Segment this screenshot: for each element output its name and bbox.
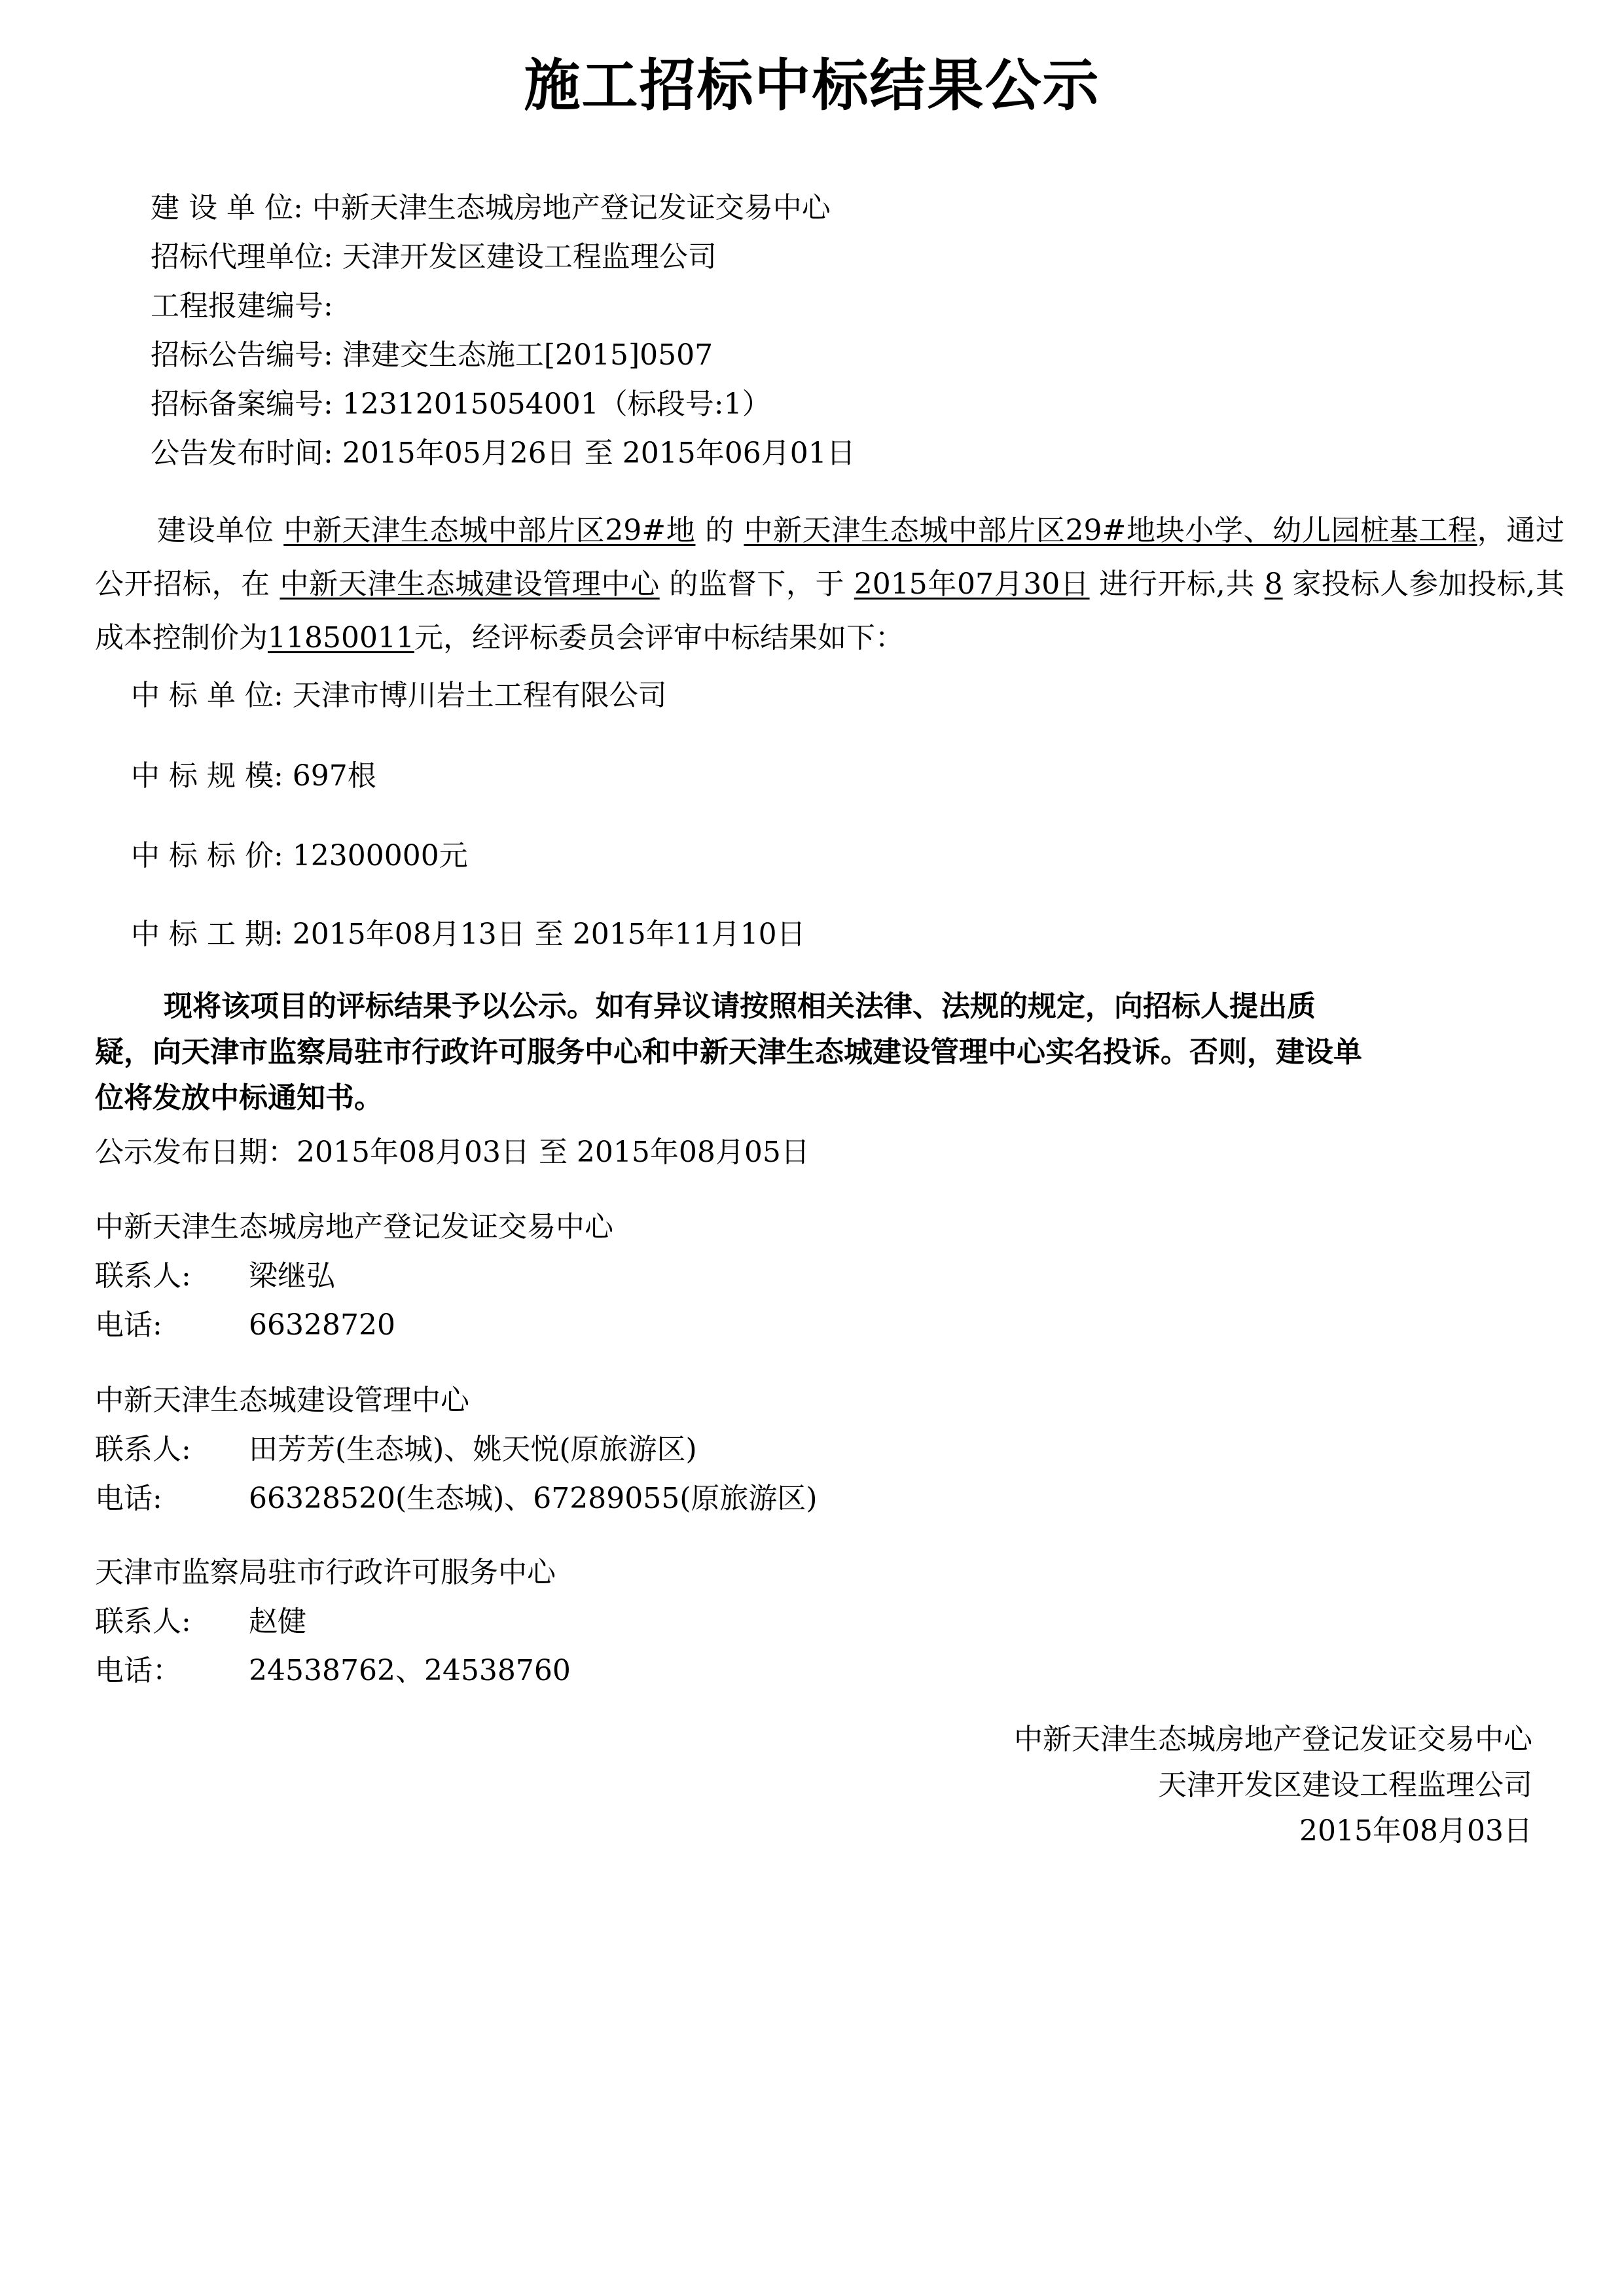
result-scale bbox=[131, 758, 376, 794]
page-title: 施工招标中标结果公示 bbox=[524, 53, 1100, 118]
intro-text-4: 的监督下，于 bbox=[669, 567, 845, 601]
info-publish-time-value: 2015年05月26日 至 2015年06月01日 bbox=[342, 437, 856, 470]
result-period-label: 中 标 工 期: bbox=[131, 918, 283, 951]
contact-2-person-value: 田芳芳(生态城)、姚天悦(原旅游区) bbox=[249, 1433, 697, 1466]
info-agent bbox=[151, 239, 717, 275]
result-period bbox=[131, 916, 806, 952]
contact-2-person-label: 联系人: bbox=[95, 1433, 191, 1466]
intro-text-1: 建设单位 bbox=[157, 514, 274, 547]
result-period-value: 2015年08月13日 至 2015年11月10日 bbox=[292, 918, 806, 951]
contact-1-org: 中新天津生态城房地产登记发证交易中心 bbox=[95, 1210, 613, 1244]
contact-1-phone-label: 电话: bbox=[95, 1308, 162, 1342]
contact-2-org: 中新天津生态城建设管理中心 bbox=[95, 1384, 469, 1417]
result-scale-value: 697根 bbox=[292, 759, 376, 793]
intro-bidder-count: 8 bbox=[1264, 567, 1283, 601]
notice-text-line-2: 疑，向天津市监察局驻市行政许可服务中心和中新天津生态城建设管理中心实名投诉。否则，建设单 bbox=[95, 1035, 1362, 1069]
contact-1-phone-value: 66328720 bbox=[249, 1308, 395, 1342]
result-winner-label: 中 标 单 位: bbox=[131, 679, 283, 712]
contact-3-phone bbox=[95, 1653, 571, 1689]
intro-paragraph bbox=[95, 504, 1564, 665]
info-owner bbox=[151, 190, 831, 226]
signature-org-1: 中新天津生态城房地产登记发证交易中心 bbox=[1014, 1723, 1532, 1756]
contact-1-phone bbox=[95, 1307, 395, 1343]
info-filing-no-value: 12312015054001（标段号:1） bbox=[342, 387, 771, 421]
contact-2-phone-label: 电话: bbox=[95, 1482, 162, 1515]
publicity-date: 公示发布日期：2015年08月03日 至 2015年08月05日 bbox=[95, 1136, 810, 1169]
info-notice-no bbox=[151, 337, 713, 373]
info-filing-no-label: 招标备案编号: bbox=[151, 387, 333, 421]
intro-project: 中新天津生态城中部片区29#地块小学、幼儿园桩基工程 bbox=[744, 514, 1477, 547]
info-notice-no-value: 津建交生态施工[2015]0507 bbox=[342, 338, 713, 372]
result-price-value: 12300000元 bbox=[292, 839, 468, 872]
result-winner bbox=[131, 677, 667, 713]
info-agent-value: 天津开发区建设工程监理公司 bbox=[342, 240, 717, 274]
contact-3-person bbox=[95, 1604, 306, 1640]
contact-1-person-value: 梁继弘 bbox=[249, 1259, 335, 1293]
notice-text-line-3: 位将发放中标通知书。 bbox=[95, 1081, 383, 1115]
contact-3-person-value: 赵健 bbox=[249, 1605, 306, 1638]
info-notice-no-label: 招标公告编号: bbox=[151, 338, 333, 372]
result-price-label: 中 标 标 价: bbox=[131, 839, 283, 872]
contact-3-phone-value: 24538762、24538760 bbox=[249, 1654, 571, 1687]
contact-2-phone-value: 66328520(生态城)、67289055(原旅游区) bbox=[249, 1482, 818, 1515]
intro-supervisor: 中新天津生态城建设管理中心 bbox=[280, 567, 660, 601]
intro-text-2: 的 bbox=[705, 514, 734, 547]
intro-text-7: 元，经评标委员会评审中标结果如下： bbox=[414, 621, 904, 655]
contact-3-phone-label: 电话： bbox=[95, 1654, 181, 1687]
contact-2-person bbox=[95, 1431, 697, 1467]
intro-text-5: 进行开标,共 bbox=[1099, 567, 1255, 601]
info-publish-time-label: 公告发布时间: bbox=[151, 437, 333, 470]
result-winner-value: 天津市博川岩土工程有限公司 bbox=[292, 679, 667, 712]
contact-2-phone bbox=[95, 1480, 818, 1516]
intro-open-date: 2015年07月30日 bbox=[854, 567, 1090, 601]
result-scale-label: 中 标 规 模: bbox=[131, 759, 283, 793]
contact-1-person bbox=[95, 1258, 335, 1294]
info-filing-no bbox=[151, 386, 771, 422]
result-price bbox=[131, 838, 468, 874]
intro-owner: 中新天津生态城中部片区29#地 bbox=[283, 514, 696, 547]
signature-date: 2015年08月03日 bbox=[1299, 1814, 1532, 1848]
info-agent-label: 招标代理单位: bbox=[151, 240, 333, 274]
notice-text-line-1: 现将该项目的评标结果予以公示。如有异议请按照相关法律、法规的规定，向招标人提出质 bbox=[164, 990, 1316, 1023]
intro-cost-price: 11850011 bbox=[268, 621, 414, 655]
signature-org-2: 天津开发区建设工程监理公司 bbox=[1158, 1768, 1532, 1802]
intro-text-6: 家投标人参加投标,其成本控制价为 bbox=[95, 567, 1564, 655]
info-owner-value: 中新天津生态城房地产登记发证交易中心 bbox=[312, 191, 831, 224]
info-owner-label: 建 设 单 位: bbox=[151, 191, 303, 224]
contact-3-person-label: 联系人: bbox=[95, 1605, 191, 1638]
info-publish-time bbox=[151, 435, 856, 471]
info-report-no bbox=[151, 288, 333, 324]
intro-text-3: ，通过公开招标，在 bbox=[95, 514, 1565, 601]
contact-1-person-label: 联系人: bbox=[95, 1259, 191, 1293]
contact-3-org: 天津市监察局驻市行政许可服务中心 bbox=[95, 1556, 556, 1589]
info-report-no-label: 工程报建编号: bbox=[151, 289, 333, 323]
